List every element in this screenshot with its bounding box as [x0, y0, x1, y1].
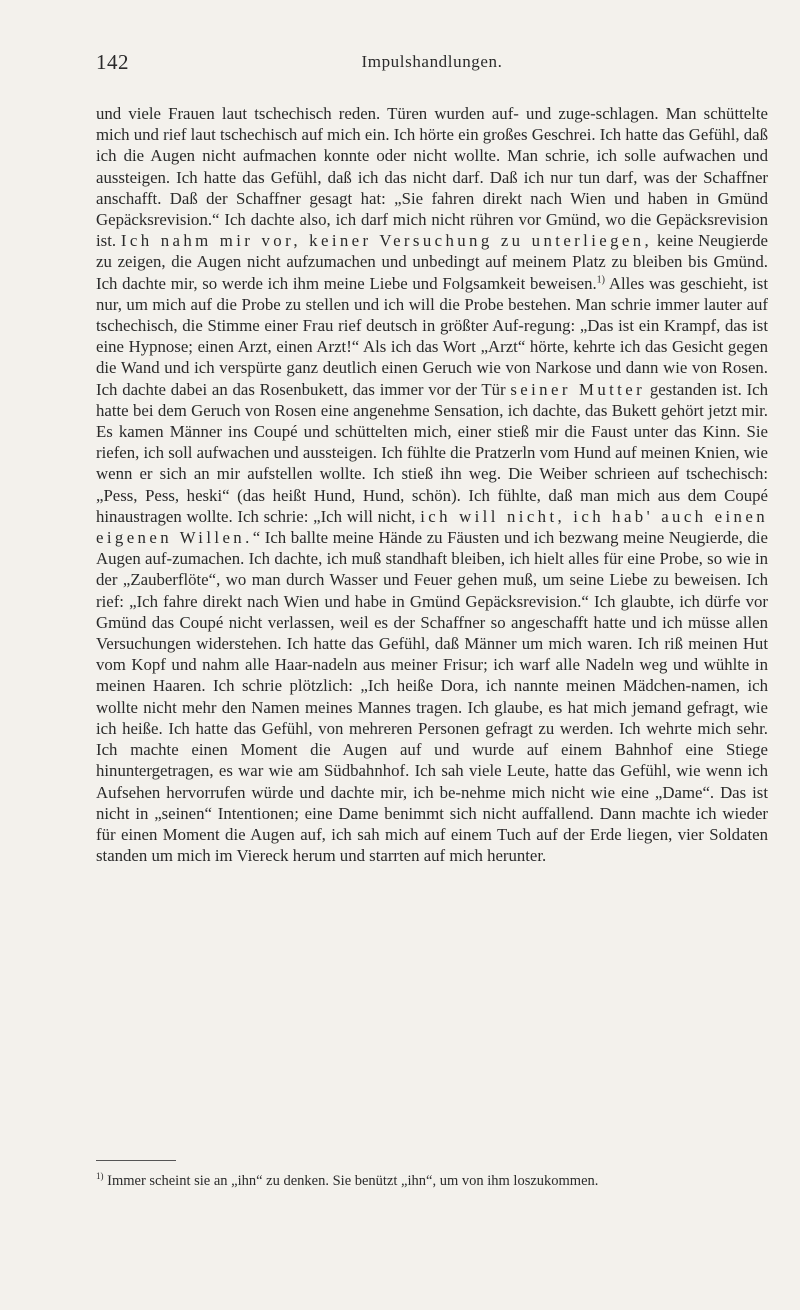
text-segment: und viele Frauen laut tschechisch reden. Türen wurden auf- und zuge-schlagen. Man schüttelte mich und rief laut tschechisch auf mich ein. Ich hörte ein großes Geschrei. Ich hatte das Gefühl, daß ich die Augen nicht aufmachen konnte oder nicht wollte. Man schrie, ich solle aufwachen und aussteigen. Ich hatte das Gefühl, daß ich das nicht darf. Daß ich nur tun darf, was der Schaffner anschafft. Daß der Schaffner gesagt hat: „Sie fahren direkt nach Wien und haben in Gmünd Gepäcksrevision.“ Ich dachte also, ich darf mich nicht rühren vor Gmünd, wo die Gepäcksrevision ist. [96, 104, 768, 251]
spaced-emphasis: seiner Mutter [510, 379, 646, 399]
running-title: Impulshandlungen. [361, 52, 503, 71]
spaced-emphasis: ich will nicht, ich hab' auch einen eigenen Willen. [96, 506, 768, 548]
body-text [96, 103, 768, 1153]
footnote [96, 1172, 768, 1192]
spaced-emphasis: Ich nahm mir vor, keiner Versuchung zu unterliegen, [120, 231, 653, 251]
text-segment: keine Neugierde zu zeigen, die Augen nicht aufzumachen und unbedingt auf meinem Platz zu bleiben bis Gmünd. Ich dachte mir, so werde ich ihm meine Liebe und Folgsamkeit beweisen. [96, 231, 768, 293]
footnote-text: Immer scheint sie an „ihn“ zu denken. Sie benützt „ihn“, um von ihm loszukommen. [103, 1173, 599, 1189]
page-header [96, 50, 768, 80]
footnote-reference: 1) [596, 274, 606, 286]
footnote-rule [96, 1160, 176, 1161]
footnote-marker: 1) [96, 1171, 104, 1182]
text-segment: Alles was geschieht, ist nur, um mich auf die Probe zu stellen und ich will die Probe bestehen. Man schrie immer lauter auf tschechisch, die Stimme einer Frau rief deutsch in größter Auf-regung: „Das ist ein Krampf, das ist eine Hypnose; einen Arzt, einen Arzt!“ Als ich das Wort „Arzt“ hörte, kehrte ich das Gesicht gegen die Wand und ich verspürte ganz deutlich einen Geruch wie von Narkose und dann wie von Rosen. Ich dachte dabei an das Rosenbukett, das immer vor der Tür [96, 273, 768, 399]
page-number: 142 [96, 50, 129, 74]
text-segment: “ Ich ballte meine Hände zu Fäusten und ich bezwang meine Neugierde, die Augen auf-zumachen. Ich dachte, ich muß standhaft bleiben, ich hielt alles für eine Probe, so wie in der „Zauberflöte“, wo man durch Wasser und Feuer gehen muß, um seine Liebe zu beweisen. Ich rief: „Ich fahre direkt nach Wien und habe in Gmünd Gepäcksrevision.“ Ich glaubte, ich dürfe vor Gmünd das Coupé nicht verlassen, weil es der Schaffner so angeschafft hatte und ich müsse allen Versuchungen widerstehen. Ich hatte das Gefühl, daß Männer um mich waren. Ich riß meinen Hut vom Kopf und nahm alle Haar-nadeln aus meiner Frisur; ich warf alle Nadeln weg und wühlte in meinen Haaren. Ich schrie plötzlich: „Ich heiße Dora, ich nannte meinen Mädchen-namen, ich wollte nicht mehr den Namen meines Mannes tragen. Ich glaube, es hat mich jemand gefragt, wie ich heiße. Ich hatte das Gefühl, von mehreren Personen gefragt zu werden. Ich wehrte mich sehr. Ich machte einen Moment die Augen auf und wurde auf einem Bahnhof eine Stiege hinuntergetragen, es war wie am Südbahnhof. Ich sah viele Leute, hatte das Gefühl, wie wenn ich Aufsehen hervorrufen würde und dachte mir, ich be-nehme mich nicht wie eine „Dame“. Das ist nicht in „seinen“ Intentionen; eine Dame benimmt sich nicht auffallend. Dann machte ich wieder für einen Moment die Augen auf, ich sah mich auf einem Tuch auf der Erde liegen, vier Soldaten standen um mich im Viereck herum und starrten auf mich herunter. [96, 528, 768, 866]
text-segment: gestanden ist. Ich hatte bei dem Geruch von Rosen eine angenehme Sensation, ich dachte, das Bukett gehört jetzt mir. Es kamen Männer ins Coupé und schüttelten mich, einer stieß mir die Faust unter das Kinn. Sie riefen, ich soll aufwachen und aussteigen. Ich fühlte die Pratzerln vom Hund auf meinen Knien, wie wenn er sich an mir aufstellen wollte. Ich stieß ihn weg. Die Weiber schrieen auf tschechisch: „Pess, Pess, heski“ (das heißt Hund, Hund, schön). Ich fühlte, daß man mich aus dem Coupé hinaustragen wollte. Ich schrie: „Ich will nicht, [96, 379, 768, 526]
